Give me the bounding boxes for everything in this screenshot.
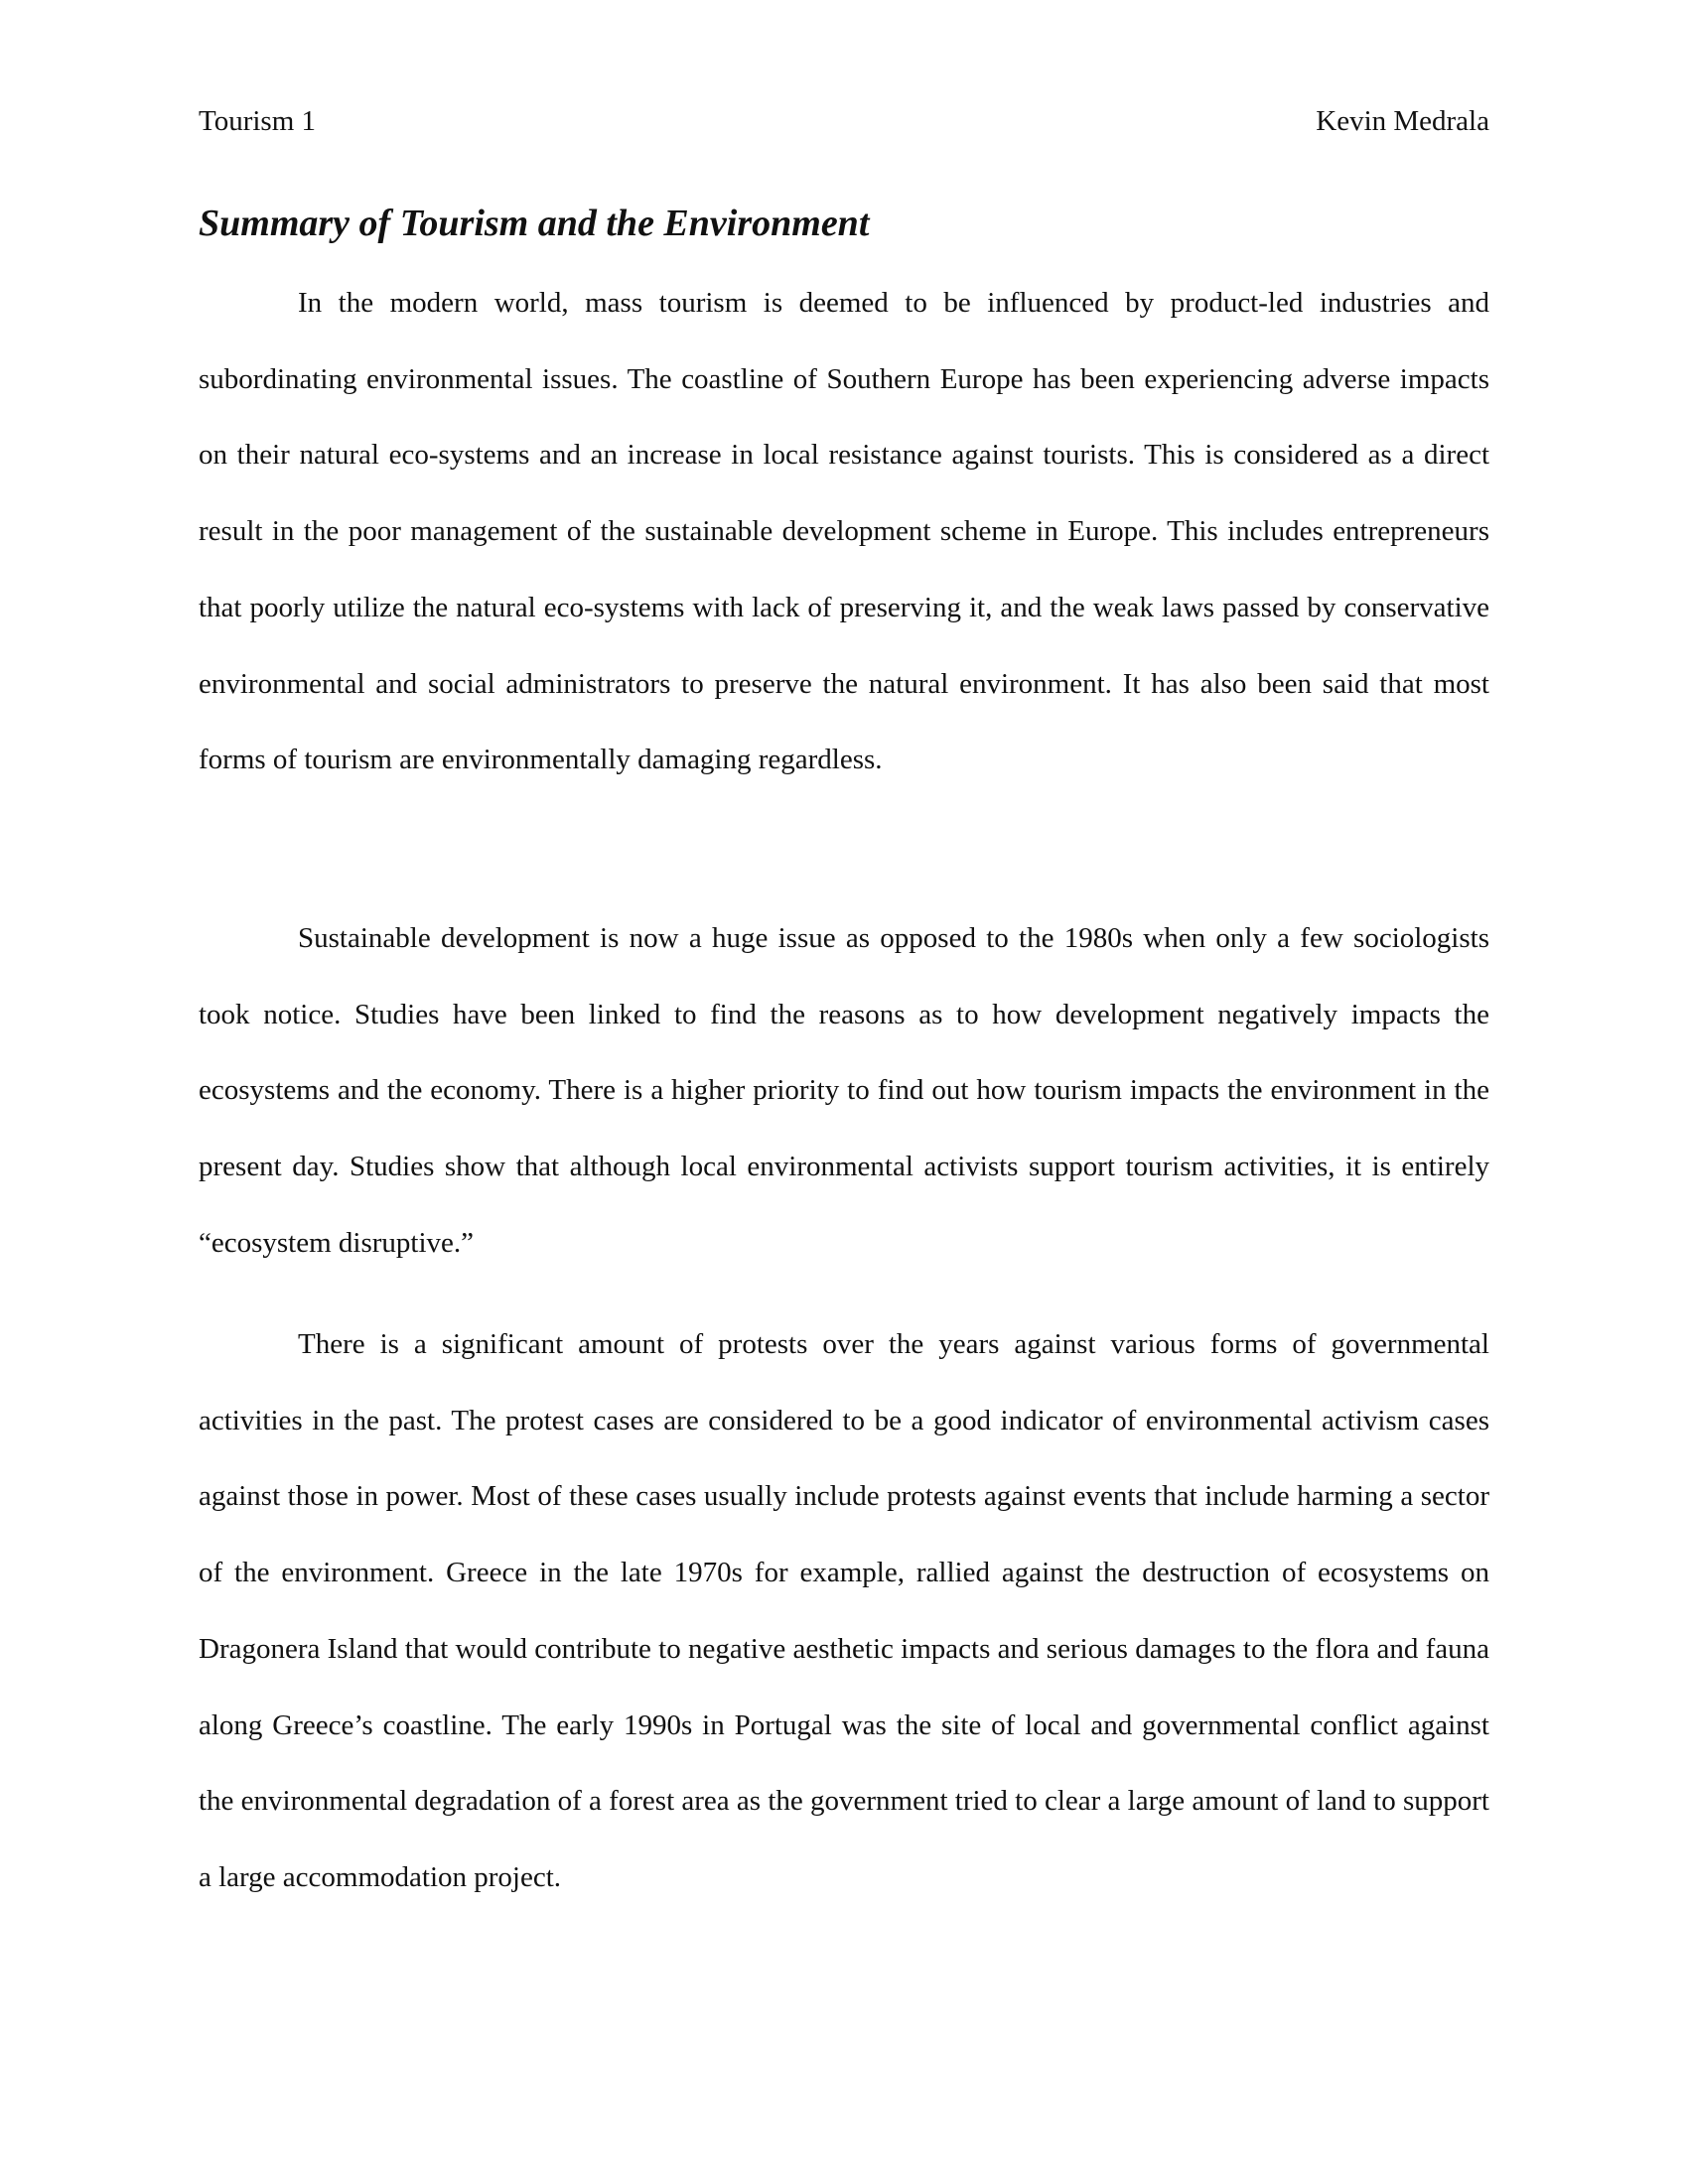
running-title: Tourism 1 [199, 105, 316, 137]
document-title: Summary of Tourism and the Environment [199, 203, 870, 244]
paragraph-1: In the modern world, mass tourism is deemed to be influenced by product-led industries and subordinating environmental issues. The coastline of Southern Europe has been experiencing adverse impacts on their natural eco-systems and an increase in local resistance against tourists. This is considered as a direct result in the poor management of the sustainable development scheme in Europe. This includes entrepreneurs that poorly utilize the natural eco-systems with lack of preserving it, and the weak laws passed by conservative environmental and social administrators to preserve the natural environment. It has also been said that most forms of tourism are environmentally damaging regardless. [199, 287, 1489, 776]
paragraph-2: Sustainable development is now a huge issue as opposed to the 1980s when only a few sociologists took notice. Studies have been linked to find the reasons as to how development negatively impacts the ecosystems and the economy. There is a higher priority to find out how tourism impacts the environment in the present day. Studies show that although local environmental activists support tourism activities, it is entirely “ecosystem disruptive.” [199, 922, 1489, 1259]
running-header [199, 101, 1489, 141]
paragraph-3: There is a significant amount of protests over the years against various forms of governmental activities in the past. The protest cases are considered to be a good indicator of environmental activism cases against those in power. Most of these cases usually include protests against events that include harming a sector of the environment. Greece in the late 1970s for example, rallied against the destruction of ecosystems on Dragonera Island that would contribute to negative aesthetic impacts and serious damages to the flora and fauna along Greece’s coastline. The early 1990s in Portugal was the site of local and governmental conflict against the environmental degradation of a forest area as the government tried to clear a large amount of land to support a large accommodation project. [199, 1328, 1489, 1893]
author-name: Kevin Medrala [1316, 105, 1489, 137]
